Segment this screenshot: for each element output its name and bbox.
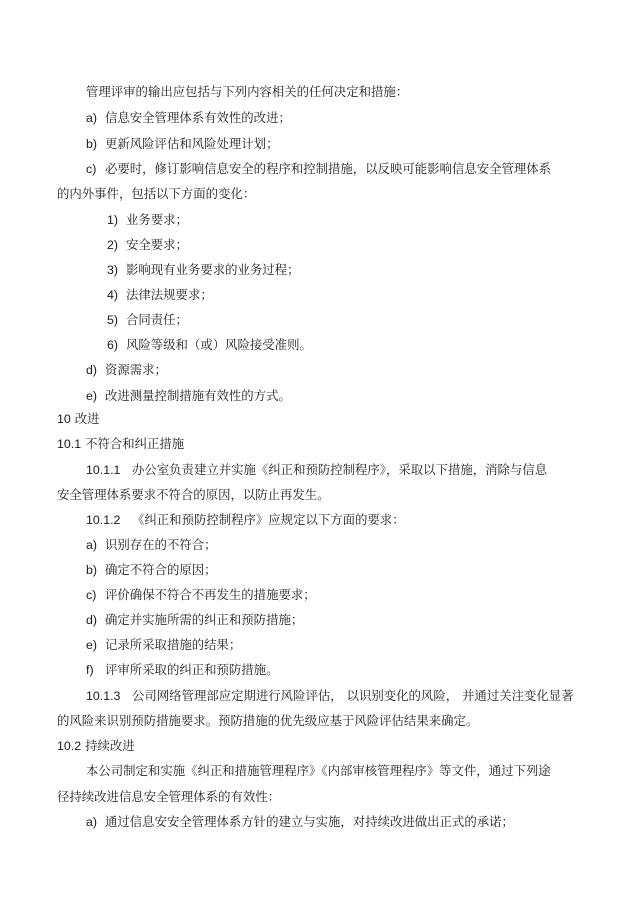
list-item — [86, 537, 217, 553]
sub-list-text: 安全要求； — [126, 237, 188, 252]
list-label: d) — [86, 363, 98, 377]
list-text: 资源需求； — [105, 362, 167, 377]
list-label: d) — [86, 613, 98, 627]
sub-list-item — [107, 212, 188, 228]
list-label: e) — [86, 638, 98, 652]
list-item — [86, 388, 291, 404]
sub-list-item — [107, 312, 188, 328]
list-item — [86, 587, 316, 603]
list-text: 必要时，修订影响信息安全的程序和控制措施，以反映可能影响信息安全管理体系 — [105, 161, 552, 176]
sub-list-label: 4) — [107, 288, 119, 302]
sub-list-text: 影响现有业务要求的业务过程； — [126, 262, 300, 277]
sub-list-text: 法律法规要求； — [126, 287, 213, 302]
list-text: 记录所采取措施的结果； — [105, 637, 242, 652]
sub-list-text: 合同责任； — [126, 312, 188, 327]
list-item — [86, 136, 278, 152]
list-text: 改进测量控制措施有效性的方式。 — [105, 388, 291, 403]
list-text: 评价确保不符合不再发生的措施要求； — [105, 587, 316, 602]
clause-text: 公司网络管理部应定期进行风险评估， 以识别变化的风险， 并通过关注变化显著 — [132, 688, 574, 703]
section-title: 持续改进 — [85, 738, 135, 753]
sub-list-item — [107, 237, 188, 253]
list-label: c) — [86, 588, 97, 602]
list-item — [86, 110, 291, 126]
section-title: 不符合和纠正措施 — [85, 436, 185, 451]
list-text: 确定不符合的原因； — [105, 562, 217, 577]
list-text: 通过信息安安全管理体系方针的建立与实施，对持续改进做出正式的承诺； — [105, 814, 514, 829]
sub-list-text: 风险等级和（或）风险接受准则。 — [126, 337, 312, 352]
paragraph-10-2-continuation: 径持续改进信息安全管理体系的有效性： — [57, 789, 281, 804]
clause-10-1-1 — [86, 462, 547, 478]
list-text: 信息安全管理体系有效性的改进； — [105, 110, 291, 125]
section-number: 10 — [57, 412, 71, 426]
sub-list-label: 3) — [107, 263, 119, 277]
list-label: a) — [86, 111, 98, 125]
list-item-continuation: 的内外事件，包括以下方面的变化： — [57, 186, 256, 201]
list-label: e) — [86, 389, 98, 403]
sub-list-label: 5) — [107, 313, 119, 327]
list-item — [86, 362, 167, 378]
clause-text: 办公室负责建立并实施《纠正和预防控制程序》，采取以下措施，消除与信息 — [132, 462, 548, 477]
list-text: 评审所采取的纠正和预防措施。 — [105, 662, 279, 677]
sub-list-item — [107, 337, 312, 353]
clause-10-1-2 — [86, 512, 405, 528]
section-heading-10-1 — [57, 436, 184, 452]
section-heading-10-2 — [57, 738, 135, 754]
clause-number: 10.1.2 — [86, 513, 121, 527]
sub-list-item — [107, 287, 213, 303]
section-title: 改进 — [74, 411, 100, 426]
list-text: 更新风险评估和风险处理计划； — [105, 136, 279, 151]
list-label: f) — [86, 663, 94, 677]
clause-text: 《纠正和预防控制程序》应规定以下方面的要求： — [132, 512, 405, 527]
sub-list-label: 6) — [107, 338, 119, 352]
list-item — [86, 662, 278, 678]
list-label: a) — [86, 538, 98, 552]
clause-10-1-3-continuation: 的风险来识别预防措施要求。预防措施的优先级应基于风险评估结果来确定。 — [57, 713, 479, 728]
clause-number: 10.1.3 — [86, 689, 121, 703]
sub-list-label: 2) — [107, 238, 119, 252]
sub-list-text: 业务要求； — [126, 212, 188, 227]
sub-list-label: 1) — [107, 213, 119, 227]
list-item — [86, 637, 241, 653]
intro-paragraph: 管理评审的输出应包括与下列内容相关的任何决定和措施： — [86, 84, 409, 99]
clause-number: 10.1.1 — [86, 463, 121, 477]
list-label: b) — [86, 563, 98, 577]
clause-10-1-1-continuation: 安全管理体系要求不符合的原因，以防止再发生。 — [57, 487, 330, 502]
list-item — [86, 612, 303, 628]
list-text: 确定并实施所需的纠正和预防措施； — [105, 612, 304, 627]
clause-10-1-3 — [86, 688, 574, 704]
list-text: 识别存在的不符合； — [105, 537, 217, 552]
paragraph-10-2: 本公司制定和实施《纠正和措施管理程序》《内部审核管理程序》等文件，通过下列途 — [86, 763, 551, 778]
list-item — [86, 814, 514, 830]
section-heading-10 — [57, 411, 100, 427]
section-number: 10.2 — [57, 739, 82, 753]
list-label: b) — [86, 137, 98, 151]
sub-list-item — [107, 262, 299, 278]
section-number: 10.1 — [57, 437, 82, 451]
list-label: c) — [86, 162, 97, 176]
list-item — [86, 562, 217, 578]
list-label: a) — [86, 815, 98, 829]
list-item — [86, 161, 551, 177]
